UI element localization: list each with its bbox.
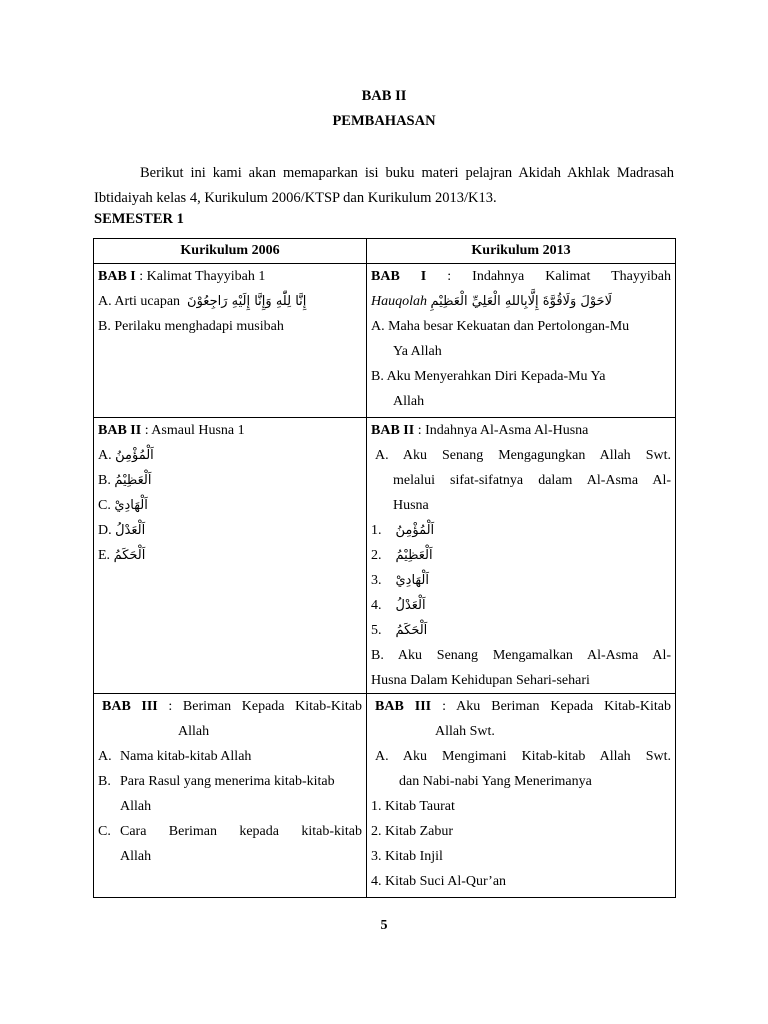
bab-title: : Indahnya Al-Asma Al-Husna (414, 423, 589, 438)
list-item-cont: Allah (120, 799, 152, 814)
item-label: 3. (371, 573, 382, 588)
item-text: Cara Beriman kepada kitab-kitab (120, 824, 362, 839)
item-label: A. (98, 749, 112, 764)
bab-number: BAB I (98, 269, 136, 284)
item-label: 2. (371, 548, 382, 563)
arabic-text: لَاحَوْلَ وَلَاقُوَّةَ إِلَّابِاللهِ الْعَلِيِّ الْعَظِيْمِ (430, 294, 612, 309)
list-item (98, 744, 362, 769)
chapter-heading: BAB II (361, 88, 407, 104)
bab-title-cont: Allah (178, 724, 210, 739)
list-item: B. Perilaku menghadapi musibah (98, 319, 284, 334)
cell-2013-bab2 (367, 418, 676, 694)
arabic-text: اَلْمُؤْمِنُ (115, 448, 154, 463)
list-item (371, 568, 671, 593)
bab-number: BAB II (98, 423, 142, 438)
list-item (371, 593, 671, 618)
item-label: B. (98, 774, 111, 789)
arabic-text: اَلْعَدْلُ (395, 598, 426, 613)
hauqolah-label: Hauqolah (371, 294, 427, 309)
bab-line (98, 694, 362, 719)
table-row (94, 418, 676, 694)
list-item (98, 819, 362, 844)
list-item (98, 468, 362, 493)
list-item (98, 289, 362, 314)
cell-2013-bab1 (367, 264, 676, 418)
cell-2006-bab3 (94, 694, 367, 898)
bab-title: : Beriman Kepada Kitab-Kitab (157, 699, 362, 714)
list-item (98, 493, 362, 518)
list-item (371, 543, 671, 568)
cell-2006-bab1 (94, 264, 367, 418)
item-label: 1. (371, 523, 382, 538)
list-item: B. Aku Senang Mengamalkan Al-Asma Al- (371, 648, 671, 663)
page-title: PEMBAHASAN (332, 113, 436, 129)
bab-number: BAB III (375, 699, 432, 714)
list-item: 3. Kitab Injil (371, 849, 443, 864)
cell-2013-bab3 (367, 694, 676, 898)
item-label: B. (98, 473, 111, 488)
item-label: C. (98, 498, 111, 513)
list-item: 4. Kitab Suci Al-Qur’an (371, 874, 507, 889)
arabic-text: اَلْحَكَمُ (395, 623, 428, 638)
bab-title-cont: Allah Swt. (435, 724, 495, 739)
bab-number: BAB III (102, 699, 158, 714)
list-item-cont: dan Nabi-nabi Yang Menerimanya (399, 774, 592, 789)
item-label: C. (98, 824, 111, 839)
list-item-cont: Allah (393, 394, 425, 409)
col-header-2006: Kurikulum 2006 (94, 239, 367, 264)
list-item (98, 543, 362, 568)
bab-line (371, 694, 671, 719)
arabic-text: اَلْهَادِيْ (395, 573, 429, 588)
item-label: A. (98, 448, 112, 463)
arabic-text: إِنَّا لِلّٰهِ وَإِنَّا إِلَيْهِ رَاجِعُوْنَ (187, 294, 307, 309)
list-item-cont: Allah (120, 849, 152, 864)
semester-label: SEMESTER 1 (94, 211, 184, 227)
bab-line (371, 418, 671, 443)
bab-line (371, 264, 671, 289)
intro-paragraph: Berikut ini kami akan memaparkan isi buku materi pelajran Akidah Akhlak Madrasah Ibtidaiyah kelas 4, Kurikulum 2006/KTSP dan Kurikulum 2013/K13. (94, 165, 674, 206)
item-label: E. (98, 548, 111, 563)
curriculum-table (93, 238, 676, 898)
list-item (371, 518, 671, 543)
list-item: A. Maha besar Kekuatan dan Pertolongan-Mu (371, 319, 630, 334)
arabic-text: اَلْحَكَمُ (113, 548, 146, 563)
page-number: 5 (380, 918, 388, 933)
arabic-text: اَلْهَادِيْ (114, 498, 148, 513)
item-text: Nama kitab-kitab Allah (120, 749, 252, 764)
list-item (371, 618, 671, 643)
arabic-text: اَلْعَظِيْمُ (114, 473, 152, 488)
list-item-cont: Husna Dalam Kehidupan Sehari-sehari (371, 673, 590, 688)
bab-line (98, 264, 362, 289)
table-row (94, 264, 676, 418)
arabic-text: اَلْعَدْلُ (115, 523, 146, 538)
list-item (98, 443, 362, 468)
list-item: A. Aku Mengimani Kitab-kitab Allah Swt. (375, 749, 671, 764)
arabic-text: اَلْمُؤْمِنُ (395, 523, 435, 538)
item-label: 4. (371, 598, 382, 613)
bab-number: BAB II (371, 423, 415, 438)
item-text: A. Arti ucapan (98, 294, 181, 309)
table-row (94, 694, 676, 898)
hauqolah-line (371, 289, 671, 314)
list-item: 1. Kitab Taurat (371, 799, 455, 814)
cell-2006-bab2 (94, 418, 367, 694)
item-label: D. (98, 523, 112, 538)
list-item: A. Aku Senang Mengagungkan Allah Swt. (375, 448, 671, 463)
list-item-cont: Husna (393, 498, 429, 513)
bab-title: : Aku Beriman Kepada Kitab-Kitab (431, 699, 671, 714)
list-item (98, 769, 362, 794)
list-item: 2. Kitab Zabur (371, 824, 454, 839)
bab-line (98, 418, 362, 443)
table-header-row (94, 239, 676, 264)
arabic-text: اَلْعَظِيْمُ (395, 548, 433, 563)
item-text: Para Rasul yang menerima kitab-kitab (120, 774, 335, 789)
list-item (98, 518, 362, 543)
item-label: 5. (371, 623, 382, 638)
bab-title: : Indahnya Kalimat Thayyibah (426, 269, 671, 284)
bab-title: : Kalimat Thayyibah 1 (135, 269, 266, 284)
col-header-2013: Kurikulum 2013 (367, 239, 676, 264)
list-item: B. Aku Menyerahkan Diri Kepada-Mu Ya (371, 369, 606, 384)
bab-title: : Asmaul Husna 1 (141, 423, 245, 438)
list-item-cont: Ya Allah (393, 344, 442, 359)
list-item-cont: melalui sifat-sifatnya dalam Al-Asma Al- (393, 473, 671, 488)
bab-number: BAB I (371, 269, 427, 284)
